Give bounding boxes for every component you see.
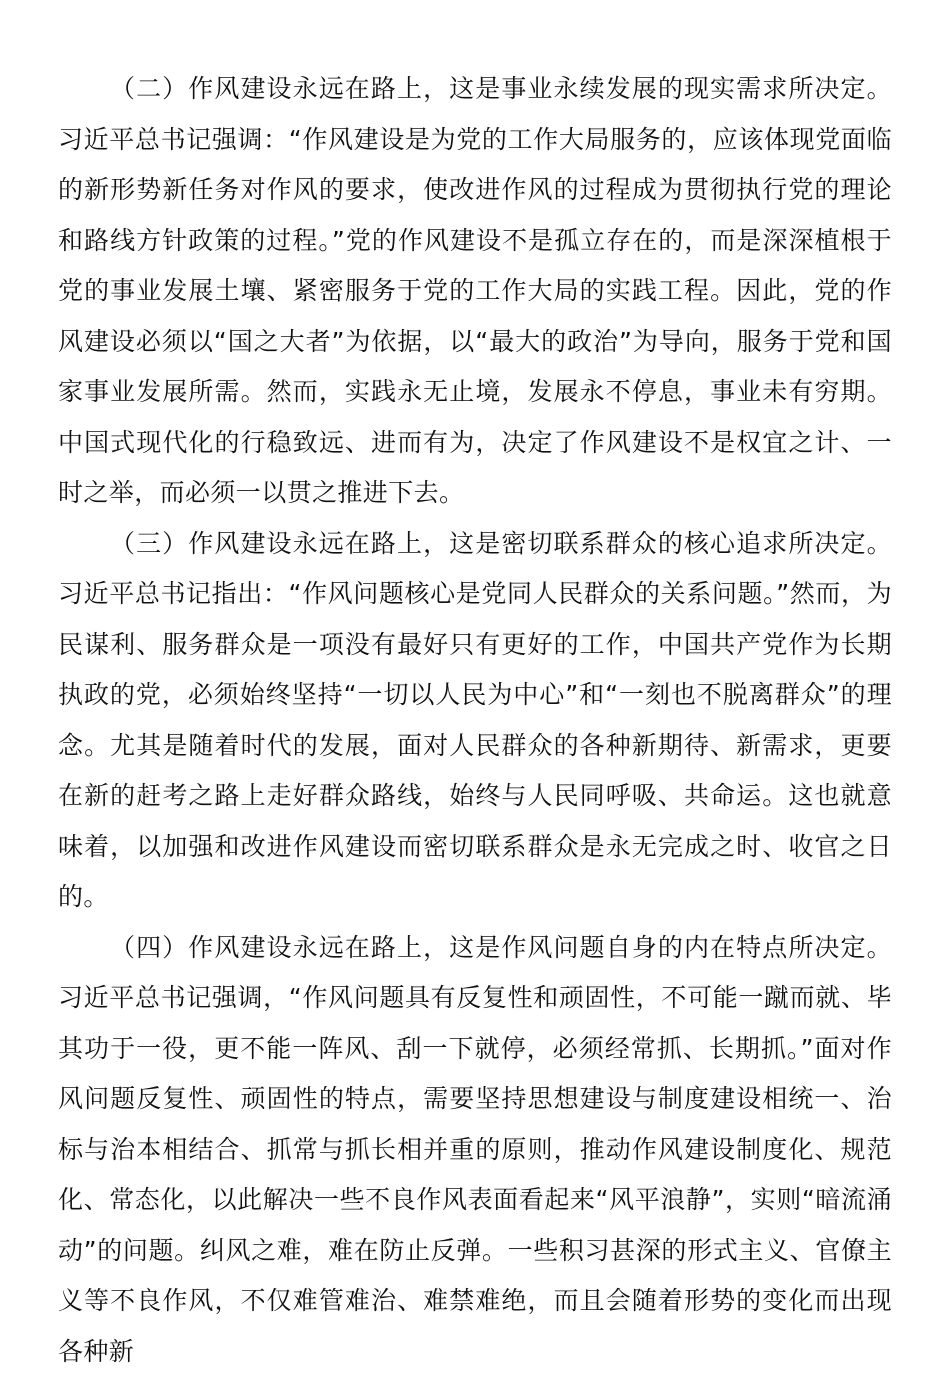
paragraph-3: （三）作风建设永远在路上，这是密切联系群众的核心追求所决定。习近平总书记指出：“作风问题核心是党同人民群众的关系问题。”然而，为民谋利、服务群众是一项没有最好只有更好的工作，中国共产党作为长期执政的党，必须始终坚持“一切以人民为中心”和“一刻也不脱离群众”的理念。尤其是随着时代的发展，面对人民群众的各种新期待、新需求，更要在新的赶考之路上走好群众路线，始终与人民同呼吸、共命运。这也就意味着，以加强和改进作风建设而密切联系群众是永无完成之时、收官之日的。 xyxy=(58,519,892,923)
paragraph-4: （四）作风建设永远在路上，这是作风问题自身的内在特点所决定。习近平总书记强调，“作风问题具有反复性和顽固性，不可能一蹴而就、毕其功于一役，更不能一阵风、刮一下就停，必须经常抓、长期抓。”面对作风问题反复性、顽固性的特点，需要坚持思想建设与制度建设相统一、治标与治本相结合、抓常与抓长相并重的原则，推动作风建设制度化、规范化、常态化，以此解决一些不良作风表面看起来“风平浪静”，实则“暗流涌动”的问题。纠风之难，难在防止反弹。一些积习甚深的形式主义、官僚主义等不良作风，不仅难管难治、难禁难绝，而且会随着形势的变化而出现各种新 xyxy=(58,923,892,1377)
paragraph-2: （二）作风建设永远在路上，这是事业永续发展的现实需求所决定。习近平总书记强调：“作风建设是为党的工作大局服务的，应该体现党面临的新形势新任务对作风的要求，使改进作风的过程成为贯彻执行党的理论和路线方针政策的过程。”党的作风建设不是孤立存在的，而是深深植根于党的事业发展土壤、紧密服务于党的工作大局的实践工程。因此，党的作风建设必须以“国之大者”为依据，以“最大的政治”为导向，服务于党和国家事业发展所需。然而，实践永无止境，发展永不停息，事业未有穷期。中国式现代化的行稳致远、进而有为，决定了作风建设不是权宜之计、一时之举，而必须一以贯之推进下去。 xyxy=(58,64,892,519)
document-body xyxy=(58,64,892,1377)
